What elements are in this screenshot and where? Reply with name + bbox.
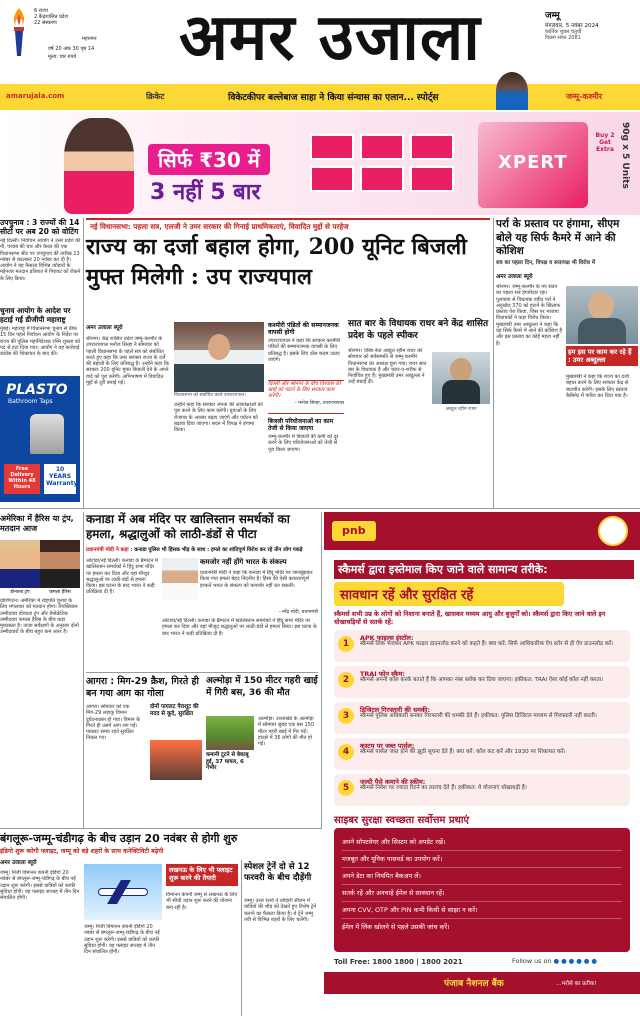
modi-quote-body: प्रधानमंत्री मोदी ने कहा कि कनाडा में हिंदू मंदिर पर जानबूझकर किया गया हमला बेहद निंदनीय है। हिंसा की ऐसी कायरतापूर्ण हरकतें भारत के संकल्प को कमजोर नहीं कर सकतीं। (200, 570, 313, 589)
flight-body-col2: जम्मू। निजी विमानन कंपनी इंडिगो 20 नवंबर से बंगलूरू-जम्मू-चंडीगढ़ के बीच नई उड़ान शुरू करेगी। इससे यात्रियों को काफी सुविधा होगी। यह फ्लाइट सप्ताह में तीन दिन संचालित होगी। (84, 924, 160, 956)
cyber-item: अपना CVV, OTP और PIN कभी किसी से साझा न करें। (342, 902, 622, 919)
product-brand: XPERT (498, 152, 568, 173)
pnb-item-text: स्कैमर्स अपनी कॉल करके बताते हैं कि आपका नंबर ब्लॉक कर दिया जाएगा। हकीकत: TRAI ऐसा कोई कॉल नहीं करता। (360, 677, 604, 683)
pnb-intro: स्कैमर्स सभी उम्र के लोगों को निशाना बनाते हैं, खासकर मध्यम आयु और बुजुर्गों को। स्कैमर्स द्वारा किए जाने वाले इन धोखाधड़ियों से सतर्क रहें: (334, 610, 606, 626)
pnb-item-5 (334, 774, 630, 806)
ad-pack-size: 90g x 5 Units (620, 122, 630, 189)
speaker-caption: अब्दुल रहीम राथर (445, 407, 477, 412)
modi-photo (162, 558, 198, 600)
pandit-headline[interactable]: कश्मीरी पंडितों की सम्मानजनक वापसी होगी (268, 322, 339, 337)
canada-kicker-text: कनाडा पुलिस भी हिंसक भीड़ के साथ : हमले का शांतिपूर्ण विरोध कर रहे तीन लोग पकड़े (134, 547, 303, 553)
speaker-body: श्रीनगर। वरिष्ठ नेता अब्दुल रहीम राथर को सोमवार को सर्वसम्मति से जम्मू-कश्मीर विधानसभा का अध्यक्ष चुना गया। राथर सात बार के विधायक हैं और चरार-ए-शरीफ से निर्वाचित हुए हैं। मुख्यमंत्री उमर अब्दुल्ला ने उन्हें बधाई दी। (348, 348, 427, 386)
pnb-item-text: स्कैमर्स पार्सल जब्त होने की झूठी सूचना देते हैं। क्या करें: कॉल कट करें और 1930 पर शिकायत करें। (360, 749, 566, 755)
vikram-line: विक्रम संवत 2081 (545, 35, 581, 41)
tap-image (30, 414, 64, 454)
mahanagar-label: महानगर (82, 36, 97, 42)
lg-quote-by: - मनोज सिन्हा, उपराज्यपाल (294, 400, 344, 406)
cyber-item: ईमेल में लिंक खोलने से पहले उसकी जांच करें। (342, 923, 450, 931)
mig-photo (150, 740, 202, 780)
pnb-item-num: 2 (338, 672, 354, 688)
parra-headline[interactable]: पर्रा के प्रस्ताव पर हंगामा, सीएम बोले यह सिर्फ कैमरे में आने की कोशिश (496, 218, 620, 257)
flight-body: जम्मू। निजी विमानन कंपनी इंडिगो 20 नवंबर से बंगलूरू-जम्मू-चंडीगढ़ के बीच नई उड़ान शुरू करेगी। इससे यात्रियों को काफी सुविधा होगी। यह फ्लाइट सप्ताह में तीन दिन संचालित होगी। (0, 870, 80, 902)
model-photo (64, 118, 134, 214)
dgp-headline[interactable]: चुनाव आयोग के आदेश पर हटाई गईं डीजीपी महाराष्ट्र (0, 306, 71, 324)
ad-times-line: 3 नहीं 5 बार (150, 180, 261, 205)
pnb-item-num: 1 (338, 636, 354, 652)
cyber-item: सतर्क रहें और अनचाहे ईमेल से सावधान रहें। (342, 885, 622, 902)
lead-kicker[interactable]: नई विधानसभा: पहला सत्र, एलजी ने उमर सरकार की गिनाई प्राथमिकताएं, विवादित मुद्दों से परहेज (86, 218, 490, 232)
pnb-logo (332, 521, 376, 541)
pandit-body: उपराज्यपाल ने कहा कि सरकार कश्मीरी पंडितों की सम्मानजनक वापसी के लिए प्रतिबद्ध है। इसके लिए ठोस कदम उठाए जाएंगे। (268, 338, 341, 363)
pnb-item-num: 4 (338, 744, 354, 760)
price-line: मूल्य: चार रुपये (48, 54, 77, 60)
pnb-follow (512, 957, 599, 965)
strip-headline[interactable]: विकेटकीपर बल्लेबाज साहा ने किया संन्यास का एलान... स्पोर्ट्स (228, 93, 439, 103)
plasto-advertisement[interactable] (0, 376, 80, 502)
flight-headline[interactable]: बंगलूरू-जम्मू-चंडीगढ़ के बीच उड़ान 20 नवंबर से होगी शुरु (0, 832, 238, 845)
bus-photo (206, 716, 254, 750)
product-box (478, 122, 588, 208)
trump-name: डोनाल्ड ट्रंप (10, 590, 30, 595)
pnb-item-4 (334, 738, 630, 770)
social-icons[interactable]: ●●●●●● (553, 957, 599, 965)
edition-city: जम्मू (545, 11, 560, 21)
masthead (0, 0, 640, 84)
lg-photo-caption: विधानसभा को संबोधित करते उपराज्यपाल। (174, 393, 247, 398)
almora-body: अल्मोड़ा। उत्तराखंड के अल्मोड़ा में सोमवार सुबह एक बस 150 मीटर गहरी खाई में गिर गई। हादसे में 36 लोगों की मौत हो गई। (258, 716, 314, 748)
top-strip (0, 84, 640, 110)
pnb-item-3 (334, 702, 630, 734)
edition-states: 6 राज्य (34, 8, 48, 14)
plasto-sub: Bathroom Taps (8, 398, 53, 405)
parra-kicker: सत्र का पहला दिन, विपक्ष व सत्तापक्ष भी विरोध में (496, 260, 596, 266)
samvat-line: कार्तिक शुक्ल चतुर्थी (545, 29, 582, 35)
harris-photo (40, 540, 80, 588)
ad-price-line: सिर्फ ₹30 में (148, 144, 270, 175)
parra-byline: अमर उजाला ब्यूरो (496, 274, 533, 280)
pnb-banner: सावधान रहें और सुरक्षित रहें (334, 582, 564, 606)
plasto-warranty: 10 YEARS Warranty (44, 464, 76, 494)
usa-headline[interactable]: अमेरिका में हैरिस या ट्रंप, मतदान आज (0, 514, 74, 533)
canada-kicker (86, 545, 318, 555)
edition-ut: 2 केंद्रशासित प्रदेश (34, 14, 68, 21)
pnb-item-1 (334, 630, 630, 662)
lg-quote-box (268, 380, 344, 414)
train-body: जम्मू। उत्तर रेलवे ने त्योहारी सीजन में यात्रियों की भीड़ को देखते हुए विशेष ट्रेनें चलाने का फैसला किया है। ये ट्रेनें जम्मू तवी से विभिन्न शहरों के लिए चलेंगी। (244, 898, 317, 923)
pnb-item-2 (334, 666, 630, 698)
flight-kicker: इंडिगो शुरू करेगी फ्लाइट, जम्मू को बड़े शहरों के साथ कनेक्टिविटी बढ़ेगी (0, 848, 164, 855)
bypoll-headline[interactable]: उपचुनाव : 3 राज्यों की 14 सीटों पर अब 20 को वोटिंग (0, 218, 80, 236)
product-pack-group (310, 134, 460, 194)
cyber-list (334, 828, 630, 952)
lg-quote: दिल्ली और श्रीनगर के बीच विश्वास की खाई को पाटने के लिए सरकार काम करेगी। (268, 381, 341, 400)
mig-headline[interactable]: आगरा : मिग-29 क्रैश, गिरते ही बन गया आग का गोला (86, 676, 199, 699)
speaker-headline[interactable]: सात बार के विधायक राथर बने केंद्र शासित प्रदेश के पहले स्पीकर (348, 319, 489, 341)
speaker-photo (432, 352, 490, 404)
train-headline[interactable]: स्पेशल ट्रेनें दो से 12 फरवरी के बीच दौड़ेंगी (244, 862, 312, 883)
pnb-headline: स्कैमर्स द्वारा इस्तेमाल किए जाने वाले सामान्य तरीके: (334, 560, 634, 579)
pnb-item-title: डिजिटल गिरफ्तारी की धमकी: (360, 706, 431, 714)
cyber-item: अपने सॉफ्टवेयर और सिस्टम को अपडेट रखें। (342, 834, 622, 851)
plasto-brand: PLASTO (6, 382, 68, 398)
dgp-body: मुंबई। महाराष्ट्र में विधानसभा चुनाव से ठीक 15 दिन पहले निर्वाचन आयोग के निर्देश पर राज्य की पुलिस महानिदेशक रश्मि शुक्ला को पद से हटा दिया गया। आयोग ने यह कार्रवाई कांग्रेस की शिकायत के बाद की। (0, 326, 80, 358)
pnb-item-title: कस्टम पर जब्त पार्सल: (360, 742, 415, 750)
power-headline[interactable]: बिजली परियोजनाओं का काम तेजी से किया जाएगा (268, 418, 334, 433)
canada-kicker-lead: प्रधानमंत्री मोदी ने कहा : (86, 547, 133, 553)
flight-byline: अमर उजाला ब्यूरो (0, 860, 37, 866)
pnb-item-title: जल्दी पैसे कमाने की स्कीम: (360, 778, 426, 786)
pnb-item-text: स्कैमर्स लिंक भेजकर APK फाइल डाउनलोड करने को कहते हैं। क्या करें: सिर्फ आधिकारिक ऐप स्टोर से ही ऐप डाउनलोड करें। (360, 641, 614, 647)
mig-note: दोनों पायलट पैराशूट की मदद से कूदे, सुरक्षित (150, 704, 199, 717)
pnb-item-title: APK फाइल्स इंस्टॉल: (360, 634, 414, 642)
pnb-bank-name: पंजाब नैशनल बैंक (444, 979, 504, 989)
plane-photo (84, 864, 162, 920)
pnb-logo-text: pnb (342, 524, 366, 537)
newspaper-title: अमर उजाला (179, 0, 481, 75)
lead-body-col2: उन्होंने कहा कि सरकार जनता की आकांक्षाओं को पूरा करने के लिए काम करेगी। युवाओं के लिए रोजगार के अवसर बढ़ाए जाएंगे और पर्यटन को बढ़ावा दिया जाएगा। सदन में विपक्ष ने हंगामा किया। (174, 402, 263, 434)
mig-body: आगरा। सोमवार को एक मिग-29 लड़ाकू विमान दुर्घटनाग्रस्त हो गया। विमान के गिरते ही उसमें आग लग गई। पायलट समय रहते सुरक्षित निकल गए। (86, 704, 141, 742)
cyber-item: अपने डेटा का नियमित बैकअप लें। (342, 868, 622, 885)
pnb-header (324, 512, 640, 550)
omar-box-title[interactable]: हम इस पर काम कर रहे हैं : उमर अब्दुल्ला (566, 346, 638, 366)
bypoll-body: नई दिल्ली। निर्वाचन आयोग ने उत्तर प्रदेश की नौ, पंजाब की चार और केरल की एक विधानसभा सीट पर उपचुनाव की तारीख 13 नवंबर से बदलकर 20 नवंबर कर दी है। आयोग ने यह फैसला विभिन्न त्योहारों के मद्देनजर मतदान प्रतिशत में गिरावट को रोकने के लिए किया। (0, 238, 81, 282)
almora-note: कमानी टूटने से बेकाबू हुई, 37 घायल, 6 गंभीर (206, 752, 249, 772)
lucknow-box-body: विमानन कंपनी जम्मू से लखनऊ के लिए भी सीधी उड़ान शुरू करने की योजना बना रही है। (166, 892, 238, 911)
cyber-title: साइबर सुरक्षा स्वच्छता सर्वोत्तम प्रथाएं (334, 815, 470, 826)
cyber-item: मजबूत और यूनिक पासवर्ड का उपयोग करें। (342, 851, 622, 868)
parra-body: श्रीनगर। जम्मू-कश्मीर के नए सदन का पहला सत्र हंगामेदार रहा। पुलवामा से विधायक वहीद पर्रा ने अनुच्छेद 370 को हटाने के खिलाफ प्रस्ताव पेश किया, जिस पर भाजपा विधायकों ने कड़ा विरोध किया। मुख्यमंत्री उमर अब्दुल्ला ने कहा कि यह सिर्फ कैमरे में आने की कोशिश है और इस प्रस्ताव का कोई महत्व नहीं है। (496, 284, 562, 347)
harris-name: कमला हैरिस (49, 590, 71, 595)
pnb-advertisement[interactable] (324, 512, 640, 1017)
modi-quote-headline[interactable]: कमजोर नहीं होंगे भारत के संकल्प (200, 558, 287, 566)
canada-body-col2: ओटावा/नई दिल्ली। कनाडा के ब्रैम्पटन में खालिस्तान समर्थकों ने हिंदू सभा मंदिर पर हमला कर दिया और वहां मौजूद श्रद्धालुओं पर लाठी-डंडों से हमला किया। इस घटना के बाद भारत ने कड़ी प्रतिक्रिया दी है। (162, 618, 317, 637)
lead-body-col1: श्रीनगर। केंद्र शासित प्रदेश जम्मू-कश्मीर के उपराज्यपाल मनोज सिन्हा ने सोमवार को पहली विधानसभा के पहले सत्र को संबोधित करते हुए कहा कि उमर सरकार राज्य के दर्जे की बहाली के लिए प्रतिबद्ध है। उन्होंने कहा कि सरकार 200 यूनिट मुफ्त बिजली देने के अपने वादे को पूरा करेगी। अभिभाषण में विवादित मुद्दों से दूरी बनाई गई। (86, 336, 169, 387)
pnb-follow-label: Follow us on (512, 957, 552, 965)
torch-logo-icon (8, 6, 30, 58)
cricketer-photo (496, 72, 528, 110)
region-tag: जम्मू-कश्मीर (566, 92, 603, 101)
lucknow-box-title[interactable]: लखनऊ के लिए भी फ्लाइट शुरू करने की तैयारी (166, 864, 238, 886)
volume-line: वर्ष 20 अंक 30 पृष्ठ 14 (48, 46, 95, 52)
pnb-item-num: 5 (338, 780, 354, 796)
lead-byline: अमर उजाला ब्यूरो (86, 325, 123, 331)
canada-headline[interactable]: कनाडा में अब मंदिर पर खालिस्तान समर्थकों का हमला, श्रद्धालुओं को लाठी-डंडों से पीटा (86, 512, 290, 541)
pnb-item-text: स्कैमर्स पुलिस अधिकारी बनकर गिरफ्तारी की धमकी देते हैं। हकीकत: पुलिस डिजिटल माध्यम से गिरफ्तारी नहीं करती। (360, 713, 597, 719)
usa-body: वाशिंगटन। अमेरिका में राष्ट्रपति चुनाव के लिए मंगलवार को मतदान होगा। रिपब्लिकन उम्मीदवार डोनाल्ड ट्रंप और डेमोक्रेटिक उम्मीदवार कमला हैरिस के बीच कड़ा मुकाबला है। ताजा सर्वेक्षणों के अनुसार दोनों उम्मीदवारों के बीच बहुत कम अंतर है। (0, 598, 79, 636)
trump-photo (0, 540, 40, 588)
ad-offer: Buy 2 Get Extra (595, 132, 615, 153)
site-url[interactable]: amarujala.com (6, 92, 65, 100)
sport-tag: क्रिकेट (146, 92, 165, 101)
lead-headline[interactable]: राज्य का दर्जा बहाल होगा, 200 यूनिट बिजली मुफ्त मिलेगी : उप राज्यपाल (86, 234, 467, 290)
omar-photo (566, 286, 638, 344)
canada-body: ओटावा/नई दिल्ली। कनाडा के ब्रैम्पटन में खालिस्तान समर्थकों ने हिंदू सभा मंदिर पर हमला कर दिया और वहां मौजूद श्रद्धालुओं पर लाठी-डंडों से हमला किया। इस घटना के बाद भारत ने कड़ी प्रतिक्रिया दी है। (86, 558, 158, 596)
pnb-tagline: ...भरोसे का प्रतीक! (556, 981, 597, 987)
pnb-item-num: 3 (338, 708, 354, 724)
plasto-delivery: Free Delivery Within 48 Hours (4, 464, 40, 494)
cyber-badge-icon (598, 516, 628, 546)
almora-headline[interactable]: अल्मोड़ा में 150 मीटर गहरी खाई में गिरी बस, 36 की मौत (206, 676, 318, 698)
modi-quote-by: - नरेंद्र मोदी, प्रधानमंत्री (278, 610, 318, 615)
pnb-footer (324, 972, 640, 994)
pnb-tollfree[interactable]: Toll Free: 1800 1800 | 1800 2021 (334, 958, 463, 966)
omar-box-body: मुख्यमंत्री ने कहा कि राज्य का दर्जा बहाल करने के लिए सरकार केंद्र से बातचीत करेगी। इसके लिए प्रस्ताव कैबिनेट में पारित कर दिया गया है। (566, 374, 629, 399)
pnb-item-text: स्कैमर्स निवेश पर ज्यादा रिटर्न का लालच देते हैं। हकीकत: ये योजनाएं धोखाधड़ी हैं। (360, 785, 527, 791)
power-body: जम्मू-कश्मीर में बिजली की कमी को दूर करने के लिए परियोजनाओं को तेजी से पूरा किया जाएगा। (268, 434, 339, 453)
lg-photo (174, 322, 264, 392)
date-line: मंगलवार, 5 नवंबर 2024 (545, 23, 599, 29)
top-advertisement[interactable] (0, 112, 640, 215)
edition-count: 22 संस्करण (34, 20, 57, 27)
pnb-item-title: TRAI फोन स्कैम: (360, 670, 405, 678)
